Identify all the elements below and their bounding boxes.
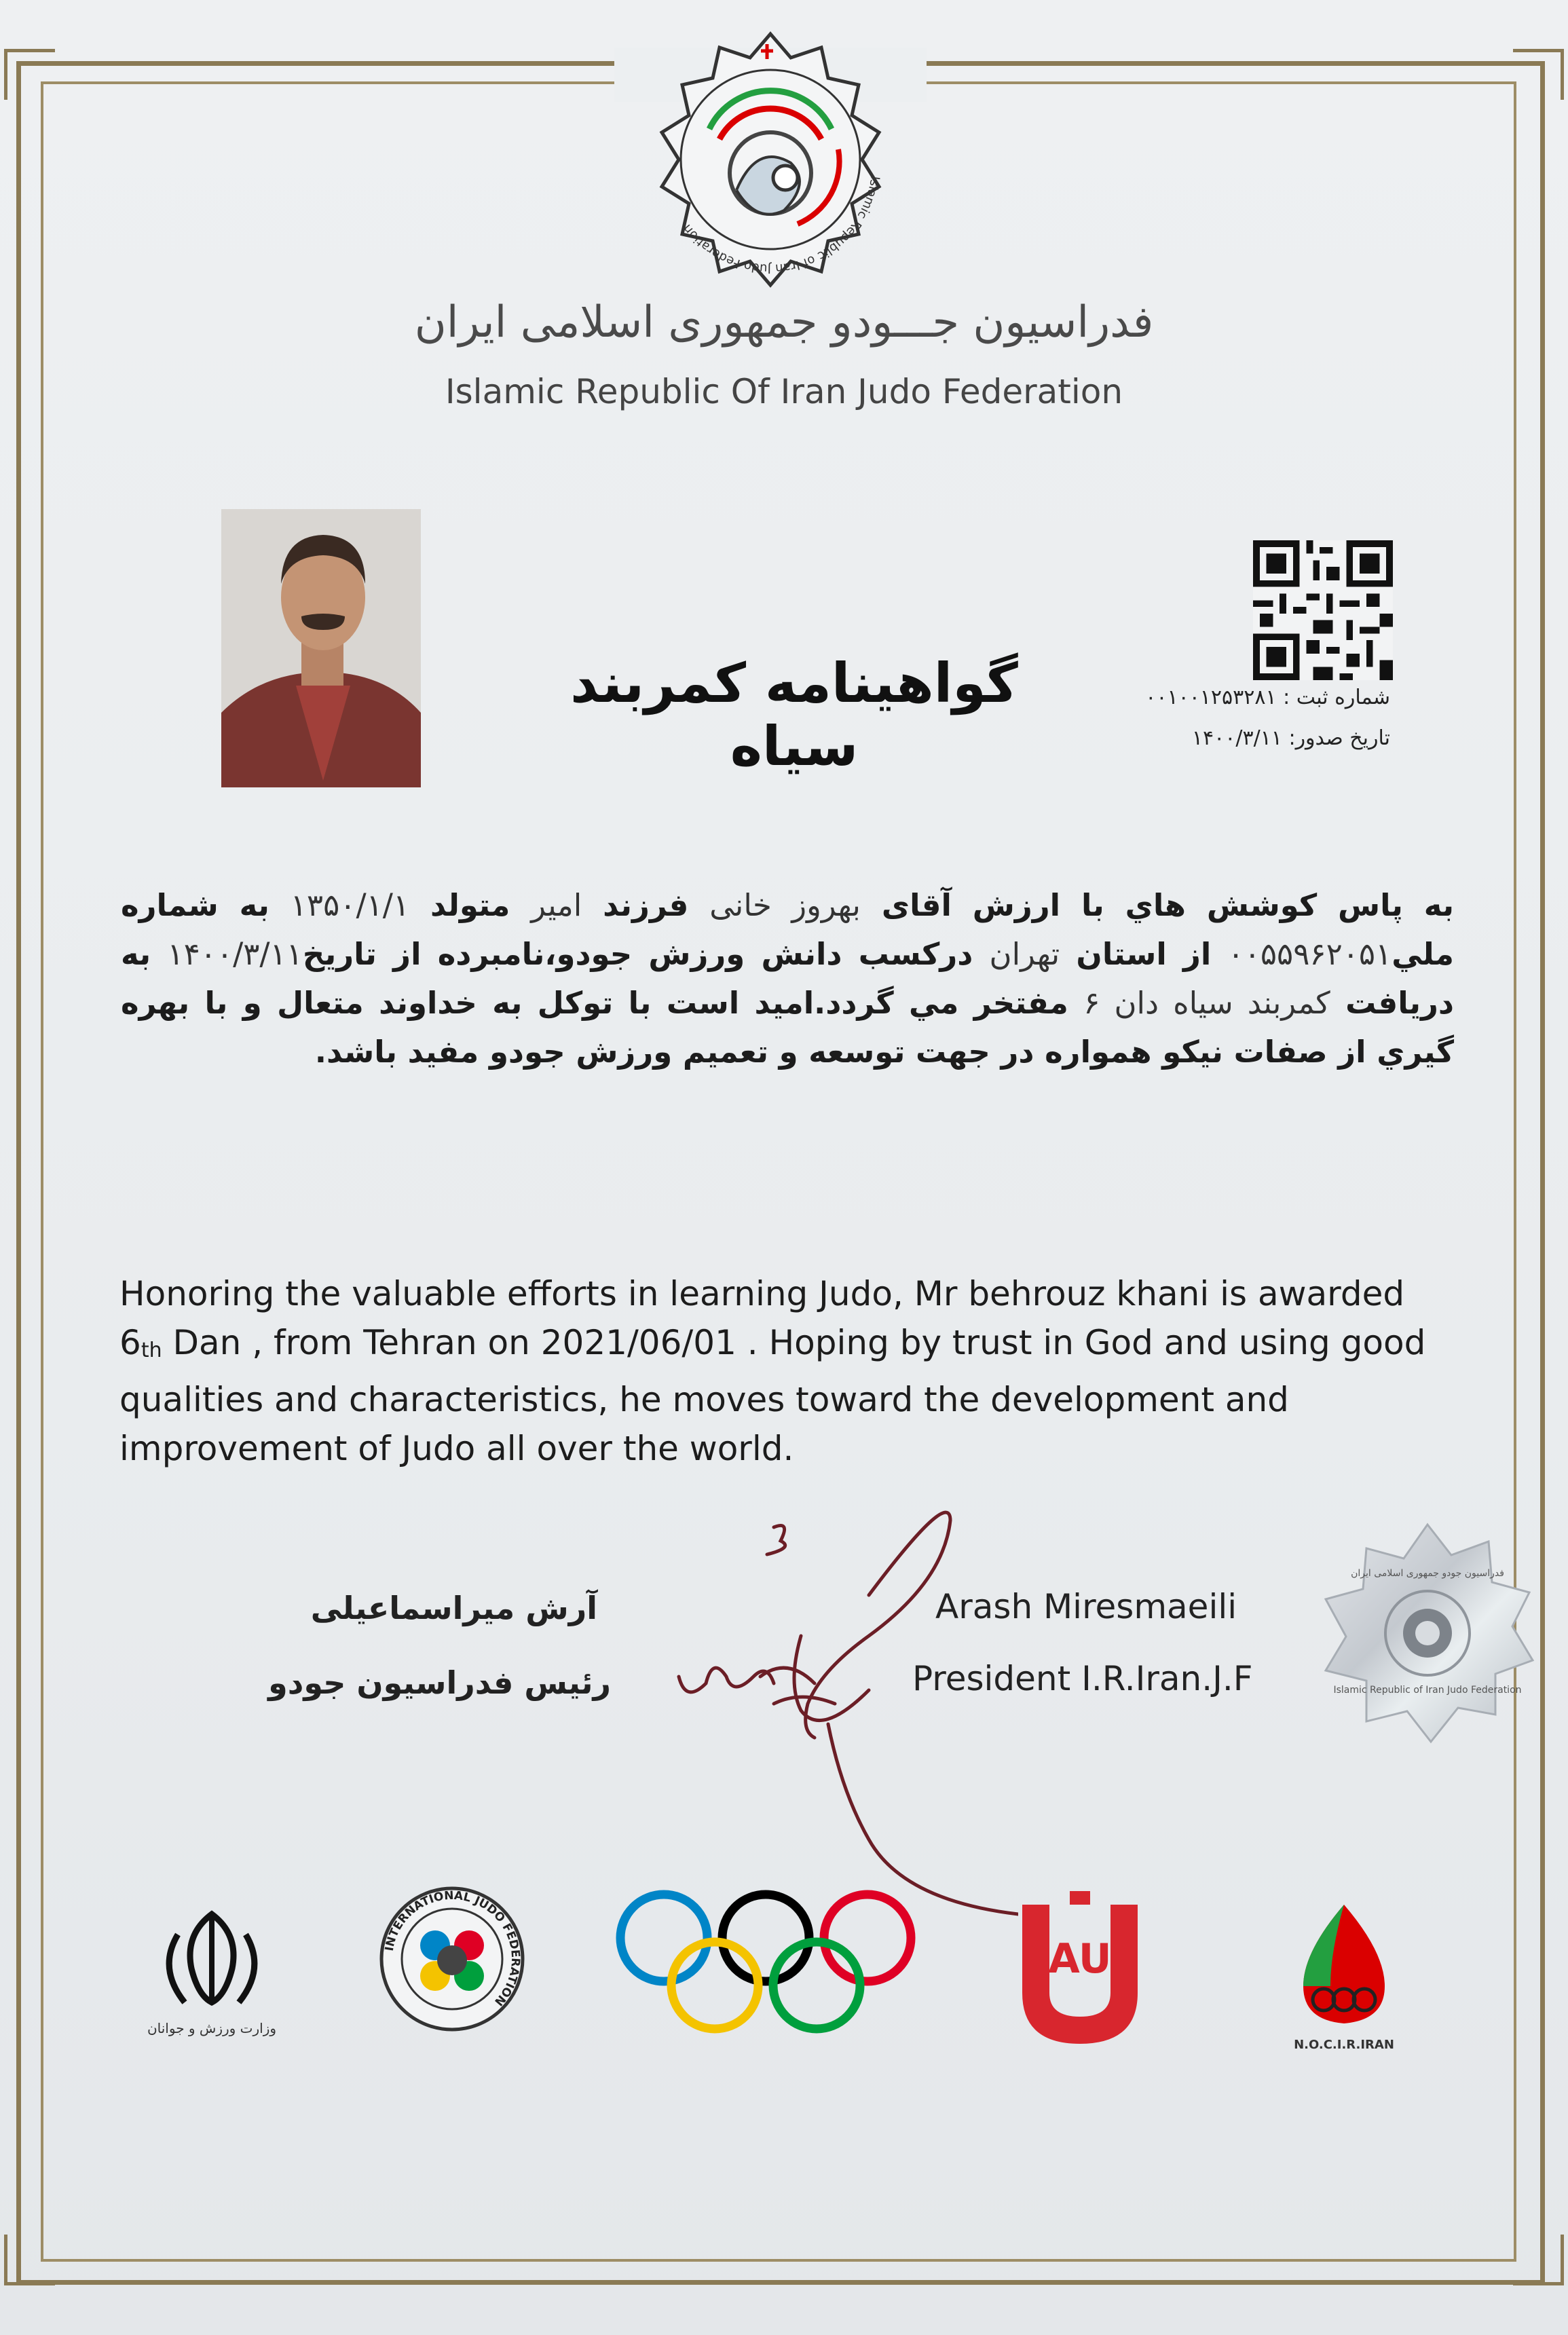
fa-text: به دریافت [121, 936, 1455, 1021]
award-date-fa: ۱۴۰۰/۳/۱۱ [167, 936, 303, 972]
au-letters: AU [1048, 1935, 1112, 1983]
corner-ornament-bottom-right [1513, 2235, 1564, 2285]
fa-text: فرزند [603, 887, 689, 923]
fa-text: متولد [430, 887, 510, 923]
handwritten-signature [665, 1480, 1018, 1955]
university-au-logo [1015, 1891, 1144, 2049]
birth-date-fa: ۱۳۵۰/۱/۱ [290, 887, 410, 923]
federation-seal-logo [628, 20, 913, 305]
father-name-fa: امیر [531, 887, 582, 923]
recipient-name-fa: بهروز خانی [709, 887, 861, 923]
persian-citation-text [121, 881, 1454, 1077]
corner-ornament-bottom-left [4, 2235, 55, 2285]
corner-ornament-top-left [4, 49, 55, 100]
en-text-part1: Honoring the valuable efforts in learning Judo, Mr behrouz khani is awarded 6 [119, 1274, 1405, 1362]
federation-name-persian: فدراسیون جـــودو جمهوری اسلامی ایران [414, 297, 1154, 348]
fa-text: درکسب دانش ورزش جودو،نامبرده از تاریخ [302, 936, 973, 972]
fa-text: مفتخر مي گردد.امید است با توکل به خداوند متعال و با بهره گيري از صفات نيكو همواره در جهت توسعه و تعميم ورزش جودو مفيد باشد. [121, 985, 1454, 1070]
certificate-title: گواهینامه کمربند سیاه [570, 652, 1018, 778]
noc-iran-logo [1276, 1898, 1412, 2054]
hologram-text-fa: فدراسیون جودو جمهوری اسلامی ایران [1351, 1568, 1504, 1579]
en-text-part2: Dan , from Tehran on 2021/06/01 . Hoping by trust in God and using good qualities and characteristics, he moves toward the development and improvement of Judo all over the world. [119, 1323, 1426, 1468]
verification-qr-code[interactable] [1253, 540, 1393, 680]
fa-text: از استان [1076, 936, 1212, 972]
fa-text: به پاس کوشش هاي با ارزش آقای [881, 887, 1454, 923]
olympic-rings-logo [610, 1887, 922, 2036]
signatory-name-fa: آرش میراسماعیلی [310, 1590, 597, 1626]
hologram-seal [1315, 1518, 1539, 1749]
english-citation-text [119, 1269, 1450, 1473]
recipient-photo [221, 509, 421, 787]
province-fa: تهران [989, 936, 1060, 972]
rank-fa: کمربند سیاه دان ۶ [1083, 985, 1330, 1021]
signatory-title-fa: رئیس فدراسیون جودو [268, 1664, 611, 1701]
issue-date: تاریخ صدور: ۱۴۰۰/۳/۱۱ [1191, 726, 1390, 750]
ijf-ring-text: INTERNATIONAL JUDO FEDERATION [382, 1888, 523, 2009]
dan-ordinal-suffix: th [141, 1339, 162, 1362]
ijf-logo [377, 1884, 527, 2034]
ministry-of-sports-emblem [124, 1901, 300, 2043]
corner-ornament-top-right [1513, 49, 1564, 100]
signatory-name-en: Arash Miresmaeili [935, 1587, 1237, 1626]
federation-name-english: Islamic Republic Of Iran Judo Federation [445, 372, 1123, 411]
noc-caption: N.O.C.I.R.IRAN [1294, 2038, 1394, 2052]
national-id-fa: ۰۰۵۵۹۶۲۰۵۱ [1227, 936, 1392, 972]
hologram-text-en: Islamic Republic of Iran Judo Federation [1333, 1685, 1522, 1696]
ministry-caption: وزارت ورزش و جوانان [147, 2020, 277, 2036]
signatory-title-en: President I.R.Iran.J.F [912, 1659, 1253, 1698]
registration-number: شماره ثبت : ۰۰۱۰۰۱۲۵۳۲۸۱ [1145, 686, 1390, 709]
fa-text: به شماره ملي [121, 887, 1455, 972]
seal-ring-text: Islamic Republic of Iran Judo Federation [679, 175, 882, 276]
